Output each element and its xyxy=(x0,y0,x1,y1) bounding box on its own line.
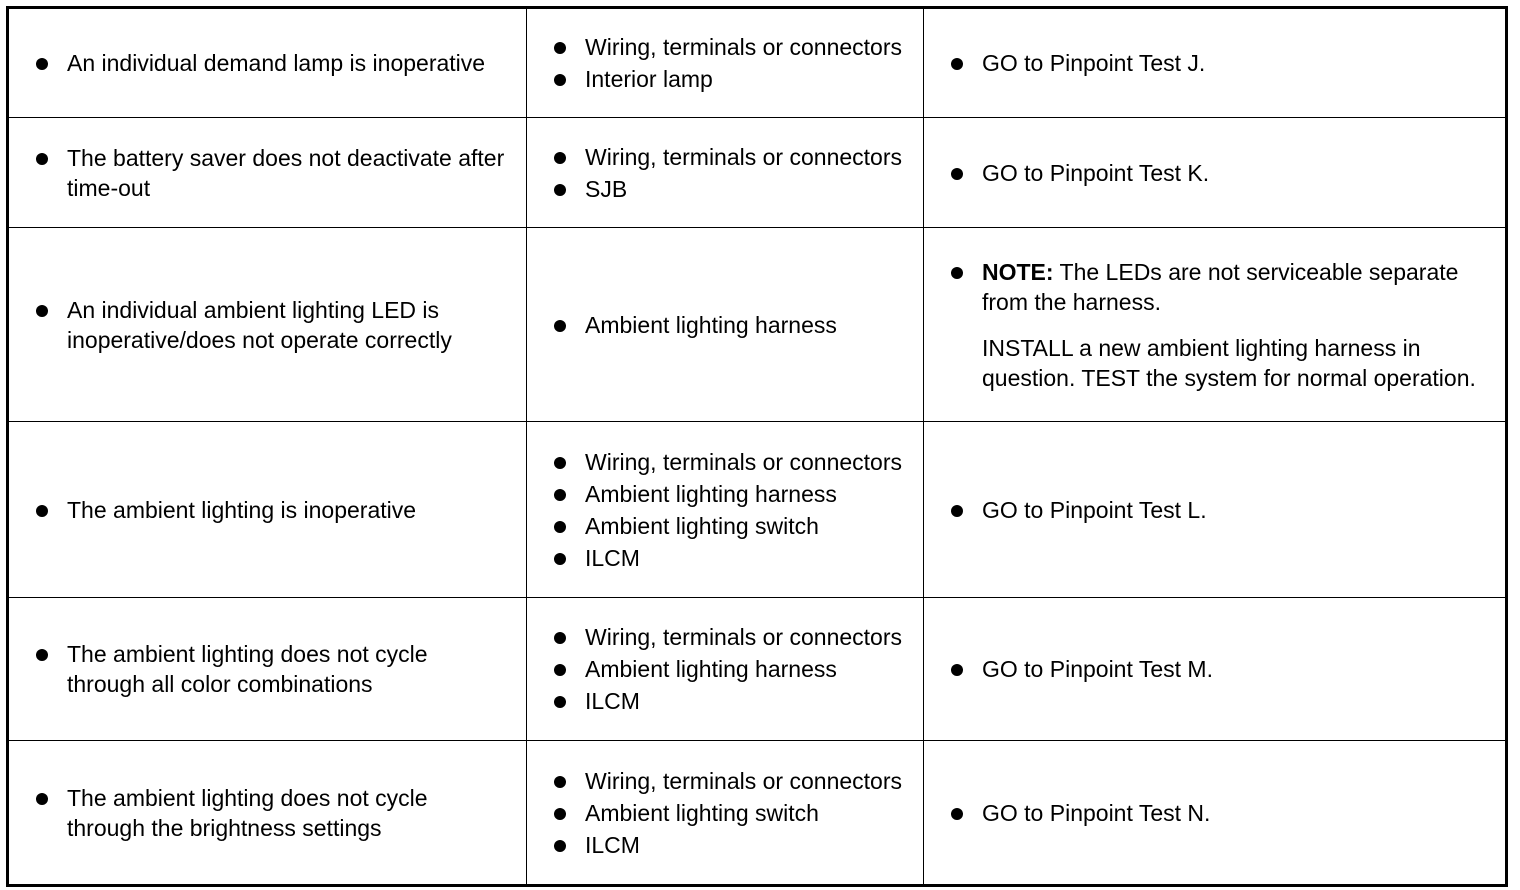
list-item xyxy=(549,622,905,652)
bullet-icon xyxy=(554,152,566,164)
bullet-icon xyxy=(951,664,963,676)
source-text: Wiring, terminals or connectors xyxy=(585,767,902,794)
list-item xyxy=(549,543,905,573)
bullet-icon xyxy=(554,457,566,469)
source-text: ILCM xyxy=(585,831,640,858)
action-text: GO to Pinpoint Test N. xyxy=(982,799,1211,826)
bullet-icon xyxy=(554,696,566,708)
table-row xyxy=(8,8,1507,118)
source-text: Wiring, terminals or connectors xyxy=(585,448,902,475)
source-text: ILCM xyxy=(585,688,640,714)
list-item xyxy=(549,174,905,204)
action-text: GO to Pinpoint Test L. xyxy=(982,496,1207,523)
condition-text: The ambient lighting does not cycle through all color combinations xyxy=(67,641,428,697)
bullet-icon xyxy=(554,521,566,533)
list-item xyxy=(946,257,1487,393)
bullet-icon xyxy=(36,505,48,517)
list-item xyxy=(31,639,508,699)
list-item xyxy=(946,158,1487,188)
condition-cell xyxy=(8,228,527,422)
list-item xyxy=(549,830,905,860)
condition-text: The ambient lighting does not cycle through the brightness settings xyxy=(67,784,428,841)
table-row xyxy=(8,118,1507,228)
bullet-icon xyxy=(554,42,566,54)
list-item xyxy=(549,654,905,684)
bullet-icon xyxy=(554,632,566,644)
list-item xyxy=(946,495,1487,525)
source-text: Ambient lighting switch xyxy=(585,799,819,826)
condition-cell xyxy=(8,598,527,741)
condition-cell xyxy=(8,741,527,886)
list-item xyxy=(549,310,905,340)
list-item xyxy=(31,495,508,525)
possible-source-cell xyxy=(527,8,924,118)
bullet-icon xyxy=(951,168,963,180)
action-cell xyxy=(924,8,1507,118)
condition-text: The ambient lighting is inoperative xyxy=(67,496,417,523)
list-item xyxy=(549,32,905,62)
source-text: ILCM xyxy=(585,544,640,571)
action-cell xyxy=(924,422,1507,598)
action-text: GO to Pinpoint Test M. xyxy=(982,656,1213,682)
bullet-icon xyxy=(951,505,963,517)
list-item xyxy=(946,654,1487,684)
bullet-icon xyxy=(554,664,566,676)
source-text: Interior lamp xyxy=(585,66,713,92)
bullet-icon xyxy=(554,776,566,788)
condition-cell xyxy=(8,118,527,228)
source-text: Ambient lighting harness xyxy=(585,480,837,507)
list-item xyxy=(549,798,905,828)
possible-source-cell xyxy=(527,598,924,741)
possible-source-cell xyxy=(527,422,924,598)
bullet-icon xyxy=(554,840,566,852)
bullet-icon xyxy=(951,267,963,279)
action-cell xyxy=(924,741,1507,886)
note-label: NOTE: xyxy=(982,258,1054,285)
bullet-icon xyxy=(554,320,566,332)
list-item xyxy=(946,48,1487,78)
source-text: Ambient lighting harness xyxy=(585,311,837,338)
condition-text: The battery saver does not deactivate after time-out xyxy=(67,144,505,201)
table-row xyxy=(8,598,1507,741)
action-instruction: INSTALL a new ambient lighting harness in question. TEST the system for normal operation. xyxy=(982,334,1476,391)
source-text: Wiring, terminals or connectors xyxy=(585,143,902,170)
condition-cell xyxy=(8,8,527,118)
table-row xyxy=(8,741,1507,886)
list-item xyxy=(31,783,508,843)
list-item xyxy=(549,766,905,796)
list-item xyxy=(549,511,905,541)
condition-text: An individual ambient lighting LED is inoperative/does not operate correctly xyxy=(67,296,452,353)
bullet-icon xyxy=(36,649,48,661)
bullet-icon xyxy=(554,553,566,565)
list-item xyxy=(31,295,508,355)
possible-source-cell xyxy=(527,741,924,886)
condition-cell xyxy=(8,422,527,598)
symptom-chart-table xyxy=(6,6,1508,887)
bullet-icon xyxy=(951,58,963,70)
bullet-icon xyxy=(951,808,963,820)
list-item xyxy=(31,143,508,203)
source-text: Wiring, terminals or connectors xyxy=(585,34,902,60)
bullet-icon xyxy=(36,305,48,317)
action-cell xyxy=(924,228,1507,422)
table-row xyxy=(8,228,1507,422)
source-text: Wiring, terminals or connectors xyxy=(585,624,902,650)
list-item xyxy=(549,479,905,509)
list-item xyxy=(549,686,905,716)
note-text: The LEDs are not serviceable separate from the harness. xyxy=(982,258,1459,315)
list-item xyxy=(549,142,905,172)
bullet-icon xyxy=(554,184,566,196)
list-item xyxy=(549,64,905,94)
action-cell xyxy=(924,118,1507,228)
source-text: SJB xyxy=(585,175,628,202)
action-text: GO to Pinpoint Test J. xyxy=(982,50,1206,76)
list-item xyxy=(946,798,1487,828)
bullet-icon xyxy=(36,58,48,70)
bullet-icon xyxy=(554,808,566,820)
bullet-icon xyxy=(554,74,566,86)
source-text: Ambient lighting harness xyxy=(585,656,837,682)
condition-text: An individual demand lamp is inoperative xyxy=(67,50,486,76)
bullet-icon xyxy=(36,793,48,805)
source-text: Ambient lighting switch xyxy=(585,512,819,539)
list-item xyxy=(549,447,905,477)
possible-source-cell xyxy=(527,118,924,228)
possible-source-cell xyxy=(527,228,924,422)
list-item xyxy=(31,48,508,78)
bullet-icon xyxy=(554,489,566,501)
action-cell xyxy=(924,598,1507,741)
action-text: GO to Pinpoint Test K. xyxy=(982,159,1210,186)
bullet-icon xyxy=(36,153,48,165)
table-row xyxy=(8,422,1507,598)
